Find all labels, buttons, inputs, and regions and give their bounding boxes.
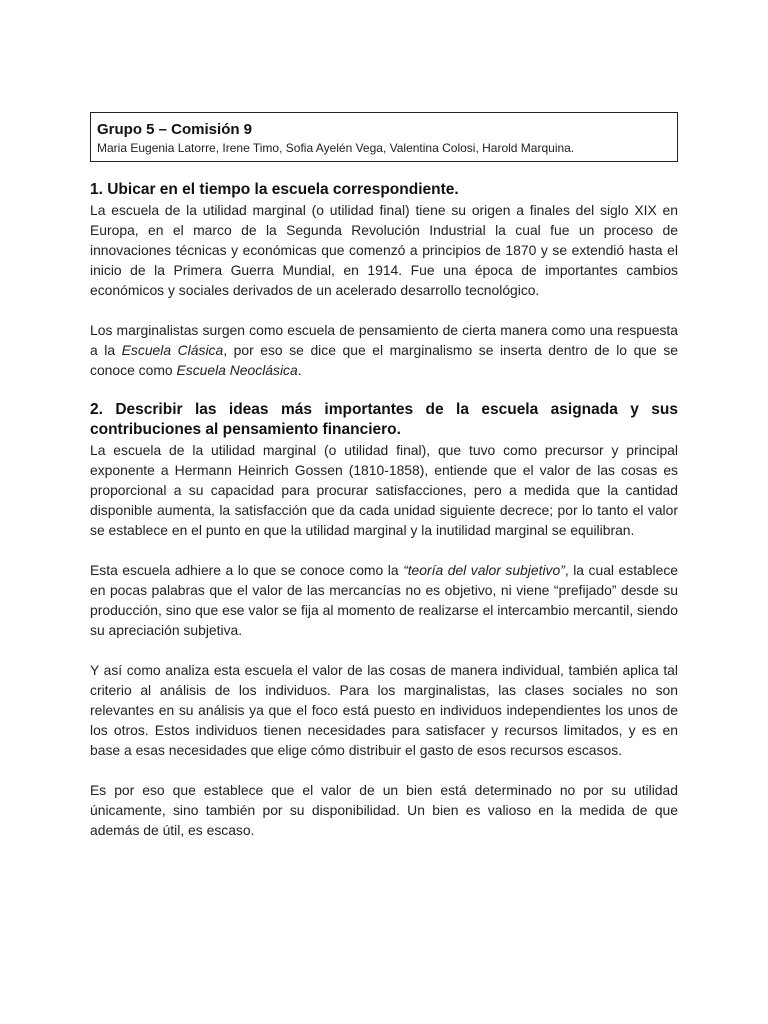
section-1-heading: 1. Ubicar en el tiempo la escuela correspondiente.	[90, 181, 459, 198]
text-run: , por eso se dice que el marginalismo se inserta dentro de lo que se conoce como	[90, 342, 678, 378]
section-2-heading: 2. Describir las ideas más importantes de la escuela asignada y sus contribuciones al pensamiento financiero.	[90, 401, 678, 438]
header-box	[90, 112, 678, 162]
text-run: , la cual establece en pocas palabras que el valor de las mercancías no es objetivo, ni viene “prefijado” desde su producción, sino que ese valor se fija al momento de realizarse el intercambio mercantil, siendo su apreciación subjetiva.	[90, 562, 678, 638]
group-title: Grupo 5 – Comisión 9	[97, 121, 253, 138]
section-1-paragraph-1: La escuela de la utilidad marginal (o utilidad final) tiene su origen a finales del siglo XIX en Europa, en el marco de la Segunda Revolución Industrial la cual fue un proceso de innovaciones técnicas y económicas que comenzó a principios de 1870 y se extendió hasta el inicio de la Primera Guerra Mundial, en 1914. Fue una época de importantes cambios económicos y sociales derivados de un acelerado desarrollo tecnológico.	[90, 202, 678, 298]
section-2-paragraph-3: Y así como analiza esta escuela el valor de las cosas de manera individual, también aplica tal criterio al análisis de los individuos. Para los marginalistas, las clases sociales no son relevantes en su análisis ya que el foco está puesto en individuos independientes los unos de los otros. Estos individuos tienen necesidades para satisfacer y recursos limitados, y es en base a esas necesidades que elige cómo distribuir el gasto de esos recursos escasos.	[90, 662, 678, 758]
document-page	[90, 112, 678, 860]
italic-term-escuela-neoclasica: Escuela Neoclásica	[176, 362, 298, 378]
italic-term-escuela-clasica: Escuela Clásica	[121, 342, 224, 358]
text-run: .	[297, 362, 302, 378]
section-2-paragraph-4: Es por eso que establece que el valor de un bien está determinado no por su utilidad únicamente, sino también por su disponibilidad. Un bien es valioso en la medida de que además de útil, es escaso.	[90, 782, 678, 838]
section-2	[90, 400, 678, 840]
section-1-paragraph-2	[90, 320, 678, 380]
text-run: Esta escuela adhiere a lo que se conoce como la	[90, 562, 404, 578]
italic-term-teoria-valor-subjetivo: “teoría del valor subjetivo”	[403, 562, 565, 578]
section-2-paragraph-1: La escuela de la utilidad marginal (o utilidad final), que tuvo como precursor y principal exponente a Hermann Heinrich Gossen (1810-1858), entiende que el valor de las cosas es proporcional a su capacidad para procurar satisfacciones, pero a medida que la cantidad disponible aumenta, la satisfacción que da cada unidad siguiente decrece; por lo tanto el valor se establece en el punto en que la utilidad marginal y la inutilidad marginal se equilibran.	[90, 442, 678, 538]
section-1	[90, 180, 678, 380]
text-run: Los marginalistas surgen como escuela de pensamiento de cierta manera como una respuesta a la	[90, 322, 678, 358]
group-members: Maria Eugenia Latorre, Irene Timo, Sofia Ayelén Vega, Valentina Colosi, Harold Marquina.	[97, 141, 575, 155]
section-2-paragraph-2	[90, 560, 678, 640]
